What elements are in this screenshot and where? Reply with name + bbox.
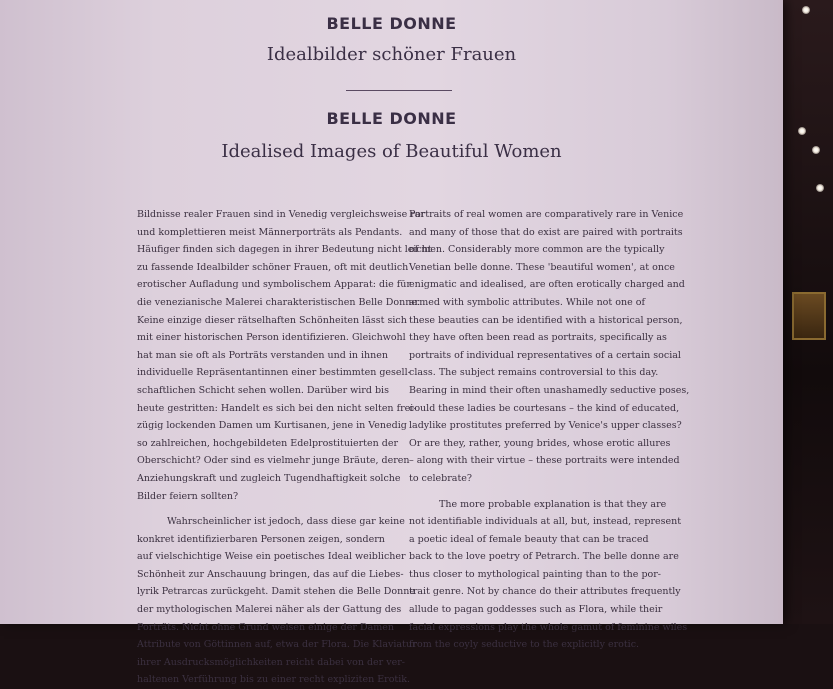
text-line: ihrer Ausdrucksmöglichkeiten reicht dabei von der ver-	[137, 656, 405, 668]
text-line: a poetic ideal of female beauty that can be traced	[409, 533, 649, 545]
text-line: – along with their virtue – these portraits were intended	[409, 455, 680, 467]
paragraph-gap	[409, 488, 689, 496]
text-line: trait genre. Not by chance do their attributes frequently	[409, 586, 681, 598]
text-line: die venezianische Malerei charakteristischen Belle Donne.	[137, 296, 421, 308]
text-line: Porträts. Nicht ohne Grund weisen einige der Damen	[137, 621, 394, 633]
text-line: The more probable explanation is that they are	[439, 498, 667, 510]
text-line: Wahrscheinlicher ist jedoch, dass diese gar keine	[167, 516, 405, 528]
text-line: of men. Considerably more common are the typically	[409, 244, 665, 256]
subtitle-german: Idealbilder schöner Frauen	[266, 44, 517, 65]
text-line: these beauties can be identified with a historical person,	[409, 314, 683, 326]
text-line: und komplettieren meist Männerporträts als Pendants.	[137, 226, 403, 238]
text-line: class. The subject remains controversial to this day.	[409, 367, 659, 379]
english-text-column	[409, 206, 689, 654]
text-line: ladylike prostitutes preferred by Venice's upper classes?	[409, 420, 682, 432]
german-text-column	[137, 206, 432, 689]
text-line: so zahlreichen, hochgebildeten Edelprostituierten der	[137, 437, 398, 449]
text-line: der mythologischen Malerei näher als der Gattung des	[137, 604, 402, 616]
subtitle-english: Idealised Images of Beautiful Women	[221, 141, 562, 162]
text-line: schaftlichen Schicht sehen wollen. Darüber wird bis	[137, 384, 389, 396]
text-line: heute gestritten: Handelt es sich bei den nicht selten frei-	[137, 402, 417, 414]
text-line: they have often been read as portraits, specifically as	[409, 332, 667, 344]
text-line: Or are they, rather, young brides, whose erotic allures	[409, 437, 671, 449]
text-line: erotischer Aufladung und symbolischem Apparat: die für	[137, 279, 411, 291]
text-line: portraits of individual representatives of a certain social	[409, 349, 681, 361]
text-line: Keine einzige dieser rätselhaften Schönheiten lässt sich	[137, 314, 407, 326]
text-line: Bearing in mind their often unashamedly seductive poses,	[409, 384, 690, 396]
text-line: Häufiger finden sich dagegen in ihrer Bedeutung nicht leicht	[137, 244, 432, 256]
title-german: BELLE DONNE	[326, 14, 457, 33]
text-line: enigmatic and idealised, are often erotically charged and	[409, 279, 685, 291]
text-line: auf vielschichtige Weise ein poetisches Ideal weiblicher	[137, 551, 406, 563]
painting-frame	[792, 292, 826, 340]
text-line: mit einer historischen Person identifizieren. Gleichwohl	[137, 332, 406, 344]
ceiling-light	[816, 184, 824, 192]
text-line: thus closer to mythological painting than to the por-	[409, 568, 661, 580]
text-line: hat man sie oft als Porträts verstanden und in ihnen	[137, 349, 389, 361]
paragraph-gap	[137, 505, 432, 513]
text-line: Portraits of real women are comparatively rare in Venice	[409, 209, 684, 220]
text-line: not identifiable individuals at all, but, instead, represent	[409, 516, 682, 528]
text-line: back to the love poetry of Petrarch. The belle donne are	[409, 551, 679, 563]
text-line: from the coyly seductive to the explicitly erotic.	[409, 639, 640, 651]
text-line: allude to pagan goddesses such as Flora, while their	[409, 604, 663, 616]
text-line: Attribute von Göttinnen auf, etwa der Flora. Die Klaviatur	[137, 639, 417, 651]
text-line: Anziehungskraft und zugleich Tugendhaftigkeit solche	[137, 472, 401, 484]
text-line: Oberschicht? Oder sind es vielmehr junge Bräute, deren	[137, 455, 410, 467]
text-line: lyrik Petrarcas zurückgeht. Damit stehen die Belle Donne	[137, 586, 415, 598]
ceiling-light	[798, 127, 806, 135]
ceiling-light	[812, 146, 820, 154]
text-line: Bilder feiern sollten?	[137, 490, 239, 502]
text-line: Schönheit zur Anschauung bringen, das auf die Liebes-	[137, 568, 404, 580]
text-line: facial expressions play the whole gamut of feminine wiles	[409, 621, 688, 633]
text-line: konkret identifizierbaren Personen zeigen, sondern	[137, 533, 385, 545]
text-line: haltenen Verführung bis zu einer recht expliziten Erotik.	[137, 674, 411, 686]
text-line: could these ladies be courtesans – the kind of educated,	[409, 402, 680, 414]
text-line: zügig lockenden Damen um Kurtisanen, jene in Venedig	[137, 420, 407, 432]
text-line: and many of those that do exist are paired with portraits	[409, 226, 683, 238]
title-english: BELLE DONNE	[326, 109, 457, 128]
text-line: Bildnisse realer Frauen sind in Venedig vergleichsweise rar	[137, 209, 425, 220]
text-line: Venetian belle donne. These 'beautiful women', at once	[409, 261, 675, 273]
text-line: zu fassende Idealbilder schöner Frauen, oft mit deutlich	[137, 261, 409, 273]
text-line: to celebrate?	[409, 472, 472, 484]
text-line: armed with symbolic attributes. While not one of	[409, 296, 645, 308]
divider	[346, 90, 452, 91]
text-line: individuelle Repräsentantinnen einer bestimmten gesell-	[137, 367, 411, 379]
ceiling-light	[802, 6, 810, 14]
